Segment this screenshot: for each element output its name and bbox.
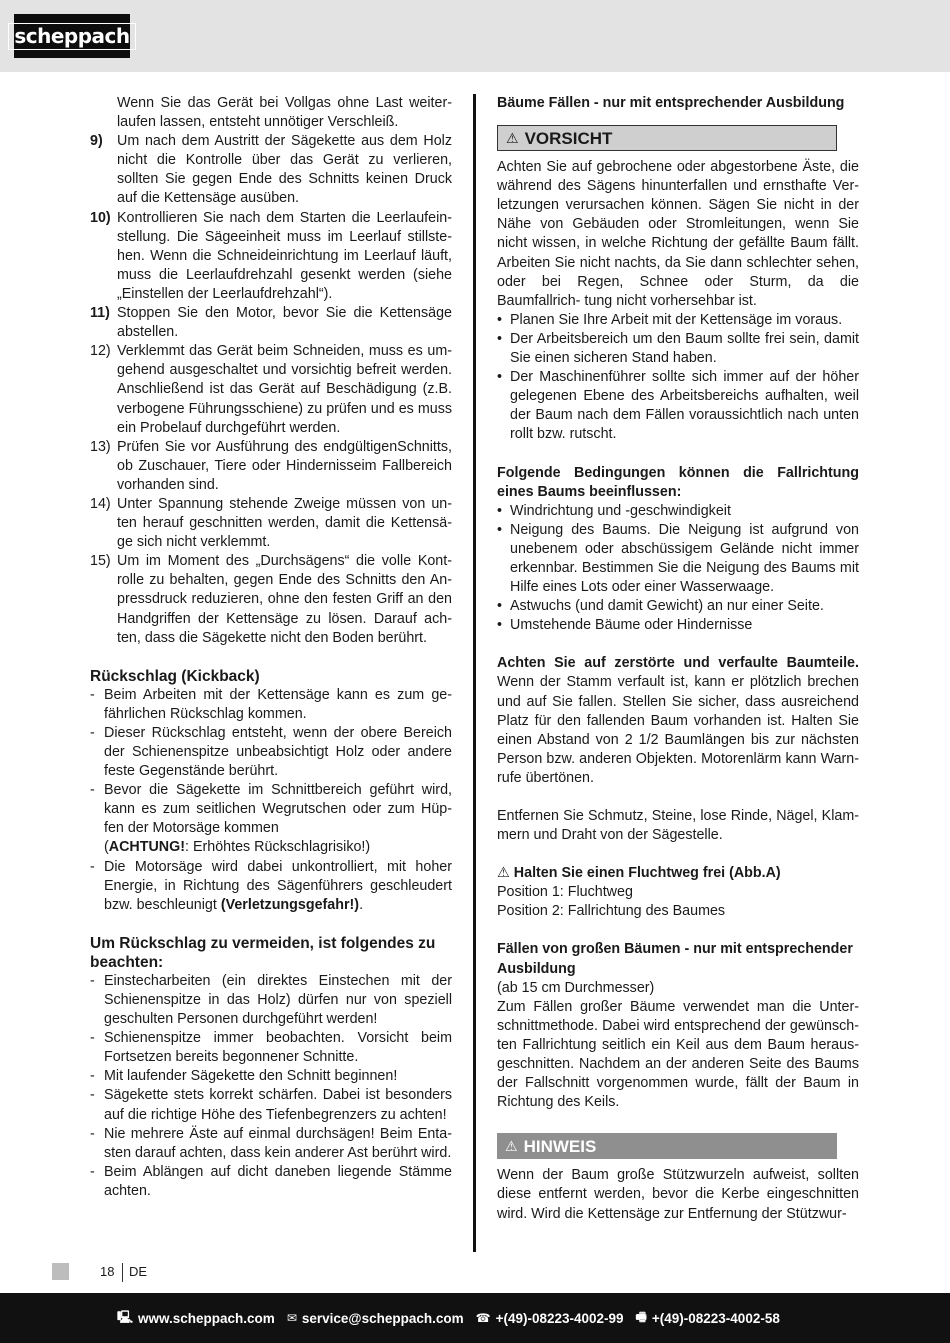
rotten-paragraph: Achten Sie auf zerstörte und verfaulte Baumteile. Wenn der Stamm verfault ist, kann er plötzlich brechen und auf Sie fallen. Stellen Sie sicher, dass ausreichend Platz für den fallenden Baum vorhanden ist. Halten Sie einen Abstand von 2 1/2 Baumlängen bis zur nächsten Person bzw. anderen Objekten. Motorenlärm kann Warn- rufe übertönen. [497,655,859,786]
fax-icon: 🖷 [635,1309,647,1324]
page-header [0,0,950,72]
warning-triangle-icon: ⚠ [497,865,514,882]
list-item-11 [90,304,452,342]
escape-heading: ⚠ Halten Sie einen Fluchtweg frei (Abb.A) [497,865,781,882]
warning-triangle-icon: ⚠ [506,129,519,146]
page-separator [122,1263,123,1282]
right-column [497,94,859,1224]
item-number: 14) [90,495,111,512]
list-item-10 [90,209,452,304]
large-trees-heading: Fällen von großen Bäumen - nur mit entsprechender Ausbildung [497,941,853,977]
list-item-9 [90,132,452,208]
caution-box [497,125,837,151]
caution-text: Achten Sie auf gebrochene oder abgestorbene Äste, die während des Sägens hinunterfallen und ernsthafte Ver- letzungen verursachen können. Sägen Sie nicht in der Nähe von Gebäuden oder Stromleitungen, wenn Sie nicht wissen, in welche Richtung der gefällte Baum fällt. Arbeiten Sie nicht nachts, da Sie dann schlechter sehen, oder bei Regen, Schnee oder Sturm, da die Baumfallrich- tung nicht vorhersehbar ist. [497,159,859,309]
scheppach-logo: scheppach [14,14,130,58]
note-label: HINWEIS [523,1136,597,1156]
left-column [90,94,452,1201]
item-text: Prüfen Sie vor Ausführung des endgültigenSchnitts, ob Zuschauer, Tiere oder Hindernisseim Fallbereich vorhanden sind. [117,438,452,493]
phone-icon: ☎ [475,1311,491,1325]
item-text: Um nach dem Austritt der Sägekette aus dem Holz nicht die Kontrolle über das Gerät zu verlieren, sollten Sie gegen Ende des Schnitts keinen Druck auf die Kettensäge ausüben. [117,133,452,207]
large-trees-sub: (ab 15 cm Durchmesser) [497,979,655,996]
footer-web[interactable]: 🖳 www.scheppach.com [117,1308,275,1329]
footer-fax: 🖷 +(49)-08223-4002-58 [636,1308,780,1329]
dash-text: Dieser Rückschlag entsteht, wenn der obere Bereich der Schienenspitze unbeabsichtigt Holz oder andere feste Gegenstände berührt. [104,724,452,780]
dash-text: Die Motorsäge wird dabei unkontrolliert, mit hoher Energie, in Richtung des Sägenführers geschleudert bzw. beschleunigt (Verletzungsgefahr!). [104,858,452,913]
page-number: 18 [100,1264,115,1279]
page-footer [0,1293,950,1343]
footer-email[interactable]: ✉ service@scheppach.com [286,1310,464,1326]
note-text: Wenn der Baum große Stützwurzeln aufweist, sollten diese entfernt werden, bevor die Kerbe eingeschnitten wird. Wird die Kettensäge zur Entfernung der Stützwur- [497,1167,859,1222]
bullet-item: • Der Maschinenführer sollte sich immer auf der höher gelegenen Ebene des Arbeitsbereichs aufhalten, weil der Baum nach dem Fällen voraussichtlich nach unten rollt bzw. rutscht. [497,369,859,443]
item-text: Verklemmt das Gerät beim Schneiden, muss es um- gehend ausgeschaltet und vorsichtig befreit werden. Anschließend ist das Gerät auf Beschädigung (z.B. verbogene Führungsschiene) zu prüfen und es muss ein Probelauf durchgeführt werden. [117,343,452,436]
email-icon: ✉ [286,1311,297,1325]
dash-item: - Schienenspitze immer beobachten. Vorsicht beim Fortsetzen bereits begonnener Schnitte. [90,1030,452,1066]
avoid-heading: Um Rückschlag zu vermeiden, ist folgendes zu beachten: [90,934,436,971]
footer-phone[interactable]: ☎ +(49)-08223-4002-99 [475,1310,624,1326]
dash-item: - Einstecharbeiten (ein direktes Einstechen mit der Schienenspitze in das Holz) dürfen nur von speziell geschulten Personen durchgeführt werden! [90,972,452,1028]
remove-paragraph: Entfernen Sie Schmutz, Steine, lose Rinde, Nägel, Klam- mern und Draht von der Sägestelle. [497,808,859,844]
item-number: 13) [90,438,111,455]
bullet-item: • Der Arbeitsbereich um den Baum sollte frei sein, damit Sie einen sicheren Stand haben. [497,330,859,367]
kickback-heading: Rückschlag (Kickback) [90,667,260,685]
bullet-item: • Planen Sie Ihre Arbeit mit der Kettensäge im voraus. [497,311,843,328]
page-language: DE [129,1264,148,1279]
item-text: Um im Moment des „Durchsägens“ die volle Kont- rolle zu behalten, gegen Ende des Schnitts den An- pressdruck reduzieren, ohne den festen Griff an den Handgriffen der Kettensäge zu lösen. Darauf ach- ten, dass die Sägekette nicht den Boden berührt. [117,553,452,646]
computer-icon: 🖳 [117,1309,134,1324]
item-number: 10) [90,209,111,226]
dash-item: - Sägekette stets korrekt schärfen. Dabei ist besonders auf die richtige Höhe des Tiefenbegrenzers zu achten! [90,1087,452,1123]
dash-item: - Bevor die Sägekette im Schnittbereich geführt wird, kann es zum seitlichen Wegrutschen oder zum Hüp- fen der Motorsäge kommen (ACHTUNG!: Erhöhtes Rückschlagrisiko!) [90,781,452,857]
dash-text: Bevor die Sägekette im Schnittbereich geführt wird, kann es zum seitlichen Wegrutschen oder zum Hüp- fen der Motorsäge kommen (ACHTUNG!: Erhöhtes Rückschlagrisiko!) [104,782,452,856]
item-number: 15) [90,553,111,570]
dash-item: - Beim Arbeiten mit der Kettensäge kann es zum ge- fährlichen Rückschlag kommen. [90,686,452,724]
list-item-15 [90,552,452,647]
item-number: 9) [90,133,103,150]
caution-label: VORSICHT [524,128,613,148]
dash-item: - Beim Ablängen auf dicht daneben liegende Stämme achten. [90,1163,452,1199]
position-2: Position 2: Fallrichtung des Baumes [497,903,726,920]
page-marker [52,1263,69,1280]
dash-item: - Mit laufender Sägekette den Schnitt beginnen! [90,1068,398,1085]
dash-item: - Die Motorsäge wird dabei unkontrolliert, mit hoher Energie, in Richtung des Sägenführers geschleudert bzw. beschleunigt (Verletzungsgefahr!). [90,858,452,915]
bullet-item: • Umstehende Bäume oder Hindernisse [497,617,753,634]
felling-heading: Bäume Fällen - nur mit entsprechender Ausbildung [497,95,845,111]
dash-text: Beim Arbeiten mit der Kettensäge kann es zum ge- fährlichen Rückschlag kommen. [104,686,452,722]
dash-item: - Dieser Rückschlag entsteht, wenn der obere Bereich der Schienenspitze unbeabsichtigt Holz oder andere feste Gegenstände berührt. [90,724,452,781]
column-divider [473,94,476,1252]
item-number: 12) [90,343,111,360]
achtung-label: ACHTUNG! [108,839,186,856]
item-text: Stoppen Sie den Motor, bevor Sie die Kettensäge abstellen. [117,305,452,341]
item-number: 11) [90,305,110,322]
note-box [497,1133,837,1159]
large-trees-text: Zum Fällen großer Bäume verwendet man die Unter- schnittmethode. Dabei wird entsprechend der gewünsch- ten Fallrichtung seitlich ein Keil aus dem Baum heraus- geschnitten. Nachdem an der anderen Seite des Baums der Fallschnitt vorgenommen wurde, fällt der Baum in Richtung des Keils. [497,998,859,1111]
list-item-14 [90,495,452,552]
item-text: Unter Spannung stehende Zweige müssen von un- ten herauf geschnitten werden, damit die Kettensä- ge sich nicht verklemmt. [117,495,452,551]
dash-item: - Nie mehrere Äste auf einmal durchsägen! Beim Enta- sten darauf achten, dass kein anderer Ast berührt wird. [90,1125,452,1161]
bullet-item: • Astwuchs (und damit Gewicht) an nur einer Seite. [497,598,824,615]
item-text: Kontrollieren Sie nach dem Starten die Leerlaufein- stellung. Die Sägeeinheit muss im Leerlauf stillste- hen. Wenn die Schneideinrichtung im Leerlauf läuft, muss die Leerlaufdrehzahl gesenkt werden (siehe „Einstellen der Leerlaufdrehzahl“). [117,209,452,302]
intro-text: Wenn Sie das Gerät bei Vollgas ohne Last weiter- laufen lassen, entsteht unnötiger Verschleiß. [117,95,452,131]
bullet-item: • Windrichtung und -geschwindigkeit [497,502,731,519]
conditions-heading: Folgende Bedingungen können die Fallrichtung eines Baums beeinflussen: [497,464,859,500]
list-item-13 [90,438,452,495]
position-1: Position 1: Fluchtweg [497,884,633,901]
bullet-item: • Neigung des Baums. Die Neigung ist aufgrund von unebenem oder abschüssigem Gelände nicht immer erkennbar. Bestimmen Sie die Neigung des Baums mit Hilfe eines Lots oder einer Wasserwaage. [497,521,859,596]
list-item-12 [90,342,452,437]
warning-triangle-icon: ⚠ [505,1137,518,1154]
